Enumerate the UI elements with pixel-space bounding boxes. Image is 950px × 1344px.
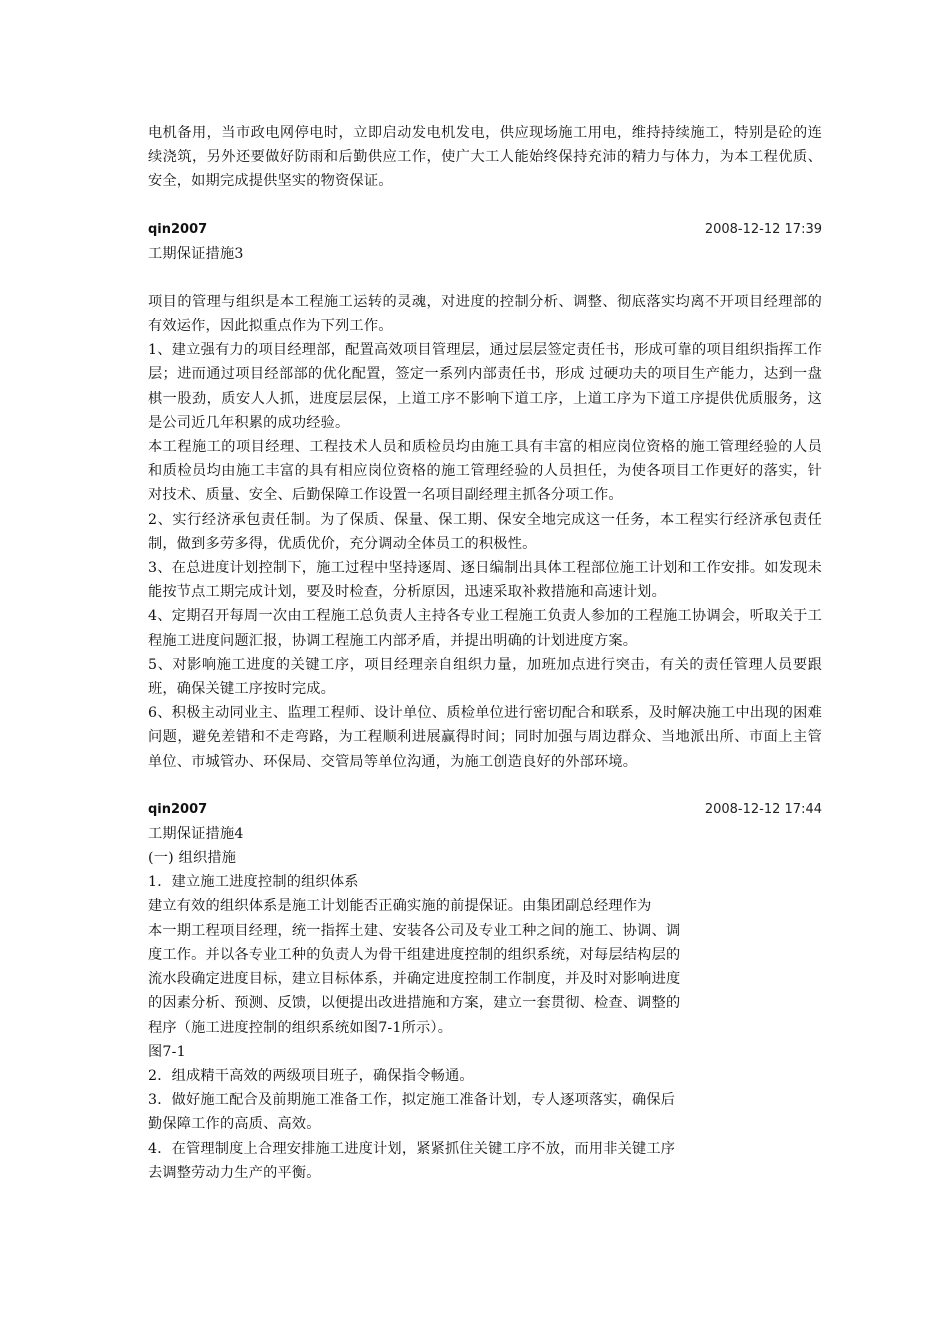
spacer xyxy=(148,194,822,218)
post-line: 度工作。并以各专业工种的负责人为骨干组建进度控制的组织系统，对每层结构层的 xyxy=(148,946,681,963)
spacer xyxy=(148,266,822,290)
post-header xyxy=(148,218,822,242)
post-line: 4．在管理制度上合理安排施工进度计划，紧紧抓住关键工序不放，而用非关键工序 xyxy=(148,1140,676,1157)
post-title: 工期保证措施4 xyxy=(148,825,244,842)
post-line: 本一期工程项目经理，统一指挥土建、安装各公司及专业工种之间的施工、协调、调 xyxy=(148,922,681,939)
post-paragraph: 本工程施工的项目经理、工程技术人员和质检员均由施工具有丰富的相应岗位资格的施工管理经验的人员和质检员均由施工丰富的具有相应岗位资格的施工管理经验的人员担任，为使各项目工作更好的落实，针对技术、质量、安全、后勤保障工作设置一名项目副经理主抓各分项工作。 xyxy=(148,439,822,504)
figure-reference: 图7-1 xyxy=(148,1043,186,1060)
post-2 xyxy=(148,798,822,1185)
post-line: 的因素分析、预测、反馈，以便提出改进措施和方案，建立一套贯彻、检查、调整的 xyxy=(148,995,681,1012)
intro-paragraph: 电机备用，当市政电网停电时，立即启动发电机发电，供应现场施工用电，维持持续施工，特别是砼的连续浇筑，另外还要做好防雨和后勤供应工作，使广大工人能始终保持充沛的精力与体力，为本工程优质、安全，如期完成提供坚实的物资保证。 xyxy=(148,125,822,190)
spacer xyxy=(148,774,822,798)
post-line: 勤保障工作的高质、高效。 xyxy=(148,1116,321,1133)
post-line: 程序（施工进度控制的组织系统如图7-1所示）。 xyxy=(148,1019,453,1036)
post-line: 流水段确定进度目标，建立目标体系，并确定进度控制工作制度，并及时对影响进度 xyxy=(148,971,681,988)
post-paragraph: 项目的管理与组织是本工程施工运转的灵魂，对进度的控制分析、调整、彻底落实均离不开项目经理部的有效运作，因此拟重点作为下列工作。 xyxy=(148,293,822,335)
post-line: 2．组成精干高效的两级项目班子，确保指令畅通。 xyxy=(148,1067,474,1084)
post-1 xyxy=(148,218,822,774)
post-paragraph: 2、实行经济承包责任制。为了保质、保量、保工期、保安全地完成这一任务，本工程实行经济承包责任制，做到多劳多得，优质优价，充分调动全体员工的积极性。 xyxy=(148,511,822,552)
post-paragraph: 6、积极主动同业主、监理工程师、设计单位、质检单位进行密切配合和联系，及时解决施工中出现的困难问题，避免差错和不走弯路，为工程顺利进展赢得时间；同时加强与周边群众、当地派出所、市面上主管单位、市城管办、环保局、交管局等单位沟通，为施工创造良好的外部环境。 xyxy=(148,705,822,770)
post-paragraph: 3、在总进度计划控制下，施工过程中坚持逐周、逐日编制出具体工程部位施工计划和工作安排。如发现未能按节点工期完成计划，要及时检查，分析原因，迅速采取补救措施和高速计划。 xyxy=(148,560,822,601)
post-line: (一) 组织措施 xyxy=(148,850,237,867)
post-lines xyxy=(148,846,710,1185)
post-author[interactable]: qin2007 xyxy=(148,221,208,237)
post-line: 1．建立施工进度控制的组织体系 xyxy=(148,874,359,891)
post-header xyxy=(148,798,822,822)
post-line: 3．做好施工配合及前期施工准备工作，拟定施工准备计划，专人逐项落实，确保后 xyxy=(148,1092,676,1109)
post-line: 去调整劳动力生产的平衡。 xyxy=(148,1164,321,1181)
post-author[interactable]: qin2007 xyxy=(148,801,208,817)
post-paragraph: 1、建立强有力的项目经理部，配置高效项目管理层，通过层层签定责任书，形成可靠的项目组织指挥工作层；进而通过项目经部部的优化配置，签定一系列内部责任书，形成 过硬功夫的项目生产能力，达到一盘棋一股劲，质安人人抓，进度层层保，上道工序不影响下道工序，上道工序为下道工序提供优质服务，这是公司近几年积累的成功经验。 xyxy=(148,342,822,431)
post-title: 工期保证措施3 xyxy=(148,245,244,262)
post-line: 建立有效的组织体系是施工计划能否正确实施的前提保证。由集团副总经理作为 xyxy=(148,898,652,915)
post-timestamp: 2008-12-12 17:39 xyxy=(704,221,822,237)
document-body xyxy=(148,121,822,1185)
post-paragraph: 4、定期召开每周一次由工程施工总负责人主持各专业工程施工负责人参加的工程施工协调会，听取关于工程施工进度问题汇报，协调工程施工内部矛盾，并提出明确的计划进度方案。 xyxy=(148,608,822,649)
post-paragraph: 5、对影响施工进度的关键工序，项目经理亲自组织力量，加班加点进行突击，有关的责任管理人员要跟班，确保关键工序按时完成。 xyxy=(148,656,822,698)
post-timestamp: 2008-12-12 17:44 xyxy=(704,801,822,817)
